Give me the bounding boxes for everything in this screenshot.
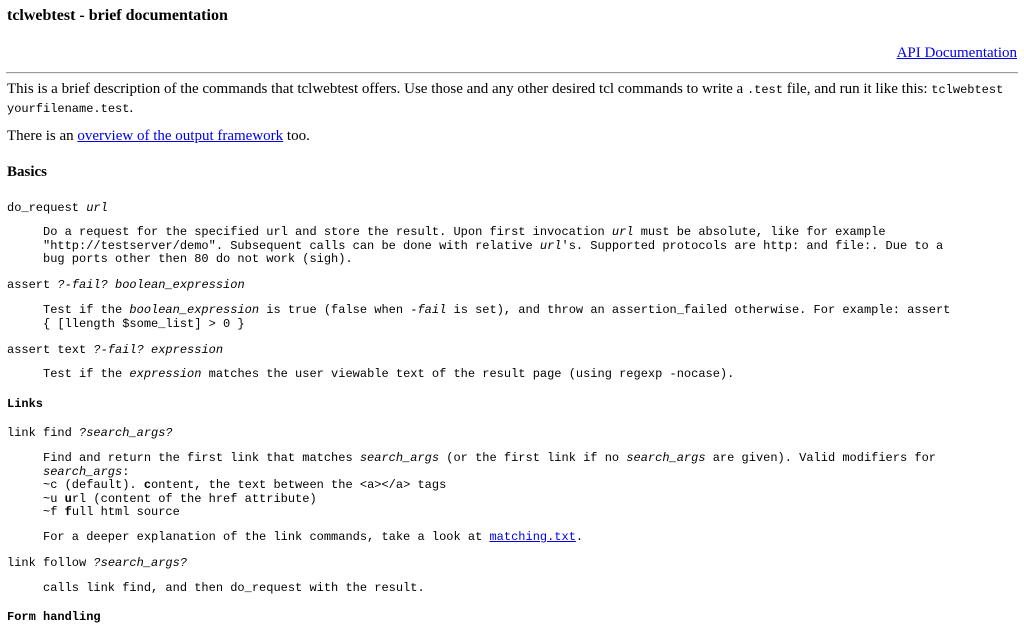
desc-text: is true (false when: [259, 303, 411, 317]
desc-text: (or the first link if no: [439, 451, 627, 465]
command-name: assert text: [7, 343, 94, 357]
desc-text: Test if the: [43, 367, 130, 381]
overview-output-framework-link[interactable]: overview of the output framework: [77, 128, 284, 144]
section-heading-form-handling: Form handling: [7, 610, 101, 624]
desc-arg: -fail: [410, 303, 447, 317]
horizontal-divider: [6, 72, 1018, 74]
desc-arg: url: [611, 225, 634, 239]
intro-code-command: tclwebtest yourfilename.test: [7, 83, 1004, 116]
desc-arg: boolean_expression: [129, 303, 260, 317]
desc-text: For a deeper explanation of the link commands, take a look at: [43, 530, 490, 544]
desc-text: .: [575, 530, 584, 544]
desc-text: Test if the: [43, 303, 130, 317]
link-commands-more-info: [43, 531, 963, 545]
modifier-letter: f: [64, 505, 72, 519]
desc-text: must be absolute, like for example "http://testserver/demo". Subsequent calls can be done with relative: [43, 225, 886, 253]
intro-text: .: [129, 100, 134, 116]
command-term-do-request: [7, 201, 108, 215]
command-description-assert-text: [43, 368, 963, 382]
command-description-assert: [43, 304, 963, 331]
desc-text: Do a request for the specified url and store the result. Upon first invocation: [43, 225, 612, 239]
desc-line: [43, 452, 963, 479]
command-arg: ?search_args?: [93, 556, 188, 570]
command-term-assert-text: [7, 343, 223, 357]
desc-text: calls link find, and then do_request with the result.: [43, 581, 425, 595]
modifier-prefix: ~f: [43, 505, 65, 519]
modifier-letter: u: [64, 491, 72, 506]
command-description-do-request: [43, 226, 963, 267]
modifier-text: rl (content of the href attribute): [71, 491, 317, 506]
desc-text: is set), and throw an assertion_failed otherwise. For example: assert { [llength $some_list] > 0 }: [43, 303, 951, 331]
overview-paragraph: [7, 127, 310, 145]
desc-text: :: [122, 464, 130, 479]
page-title: tclwebtest - brief documentation: [7, 7, 228, 24]
api-documentation-link[interactable]: API Documentation: [896, 45, 1017, 61]
command-term-link-find: [7, 426, 173, 440]
command-name: link follow: [7, 556, 94, 570]
command-name: do_request: [7, 201, 87, 215]
modifier-prefix: ~u: [43, 491, 65, 506]
desc-arg: search_args: [359, 451, 440, 465]
desc-text: Find and return the first link that matches: [43, 451, 360, 465]
desc-text: matches the user viewable text of the result page (using regexp -nocase).: [201, 367, 735, 381]
overview-text: too.: [283, 128, 310, 144]
desc-text: are given). Valid modifiers for: [705, 451, 936, 465]
desc-text: 's. Supported protocols are http: and file:. Due to a bug ports other then 80 do not work (sigh).: [43, 238, 944, 266]
modifier-content: [43, 479, 963, 493]
overview-text: There is an: [7, 128, 78, 144]
modifier-text: ontent, the text between the <a></a> tags: [151, 478, 447, 492]
modifier-full: [43, 506, 963, 520]
matching-txt-link[interactable]: matching.txt: [489, 530, 576, 544]
intro-code-extension: .test: [746, 83, 783, 97]
modifier-prefix: ~c (default).: [43, 478, 144, 492]
desc-arg: expression: [129, 367, 202, 381]
command-arg: ?-fail? expression: [93, 343, 224, 357]
modifier-text: ull html source: [71, 505, 180, 519]
desc-arg: url: [539, 238, 562, 253]
command-description-link-follow: [43, 582, 963, 596]
section-heading-basics: Basics: [7, 164, 48, 180]
desc-arg: search_args: [626, 451, 706, 465]
command-name: link find: [7, 426, 80, 440]
desc-arg: search_args: [43, 464, 123, 479]
command-arg: url: [86, 201, 108, 215]
intro-text: This is a brief description of the commands that tclwebtest offers. Use those and any other desired tcl commands to write a: [7, 81, 747, 97]
command-arg: ?-fail? boolean_expression: [57, 278, 245, 292]
section-heading-links: Links: [7, 397, 44, 411]
command-arg: ?search_args?: [79, 426, 173, 440]
modifier-url: [43, 493, 963, 507]
command-description-link-find: [43, 452, 963, 520]
command-name: assert: [7, 278, 58, 292]
modifier-letter: c: [143, 478, 152, 492]
intro-text: file, and run it like this:: [782, 81, 932, 97]
intro-paragraph: [7, 80, 1007, 118]
command-term-link-follow: [7, 556, 187, 570]
command-term-assert: [7, 278, 245, 292]
